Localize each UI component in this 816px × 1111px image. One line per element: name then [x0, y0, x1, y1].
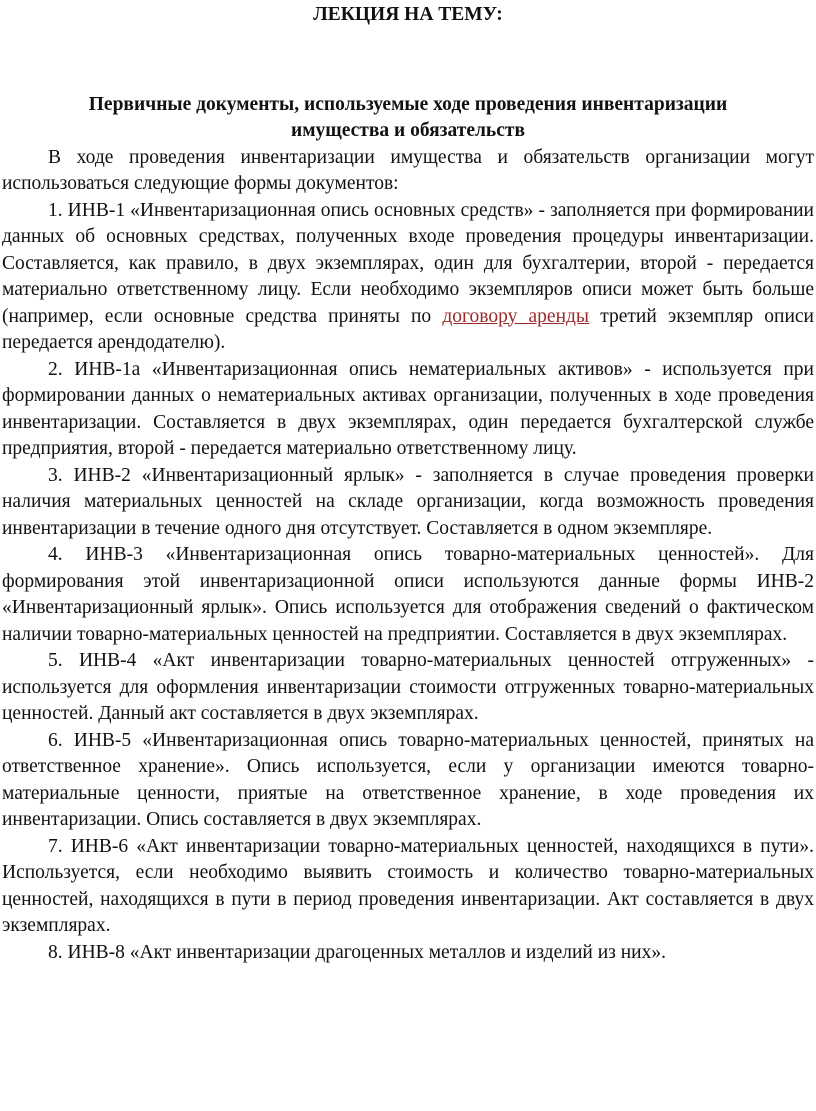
list-item-1-text-before: 1. ИНВ-1 «Инвентаризационная опись основных средств» - заполняется при формировании данных об основных средствах, полученных входе проведения процедуры инвентаризации. Составляется, как правило, в двух экземплярах, один для бухгалтерии, второй - передается материально ответственному лицу. Если необходимо экземпляров описи может быть больше (например, если основные средства приняты по: [2, 199, 814, 327]
document-title: ЛЕКЦИЯ НА ТЕМУ:: [313, 4, 503, 25]
list-item-6: 6. ИНВ-5 «Инвентаризационная опись товарно-материальных ценностей, принятых на ответственное хранение». Опись используется, если у организации имеются товарно-материальные ценности, приятые на ответственное хранение, в ходе проведения их инвентаризации. Опись составляется в двух экземплярах.: [2, 729, 814, 830]
list-item-8: 8. ИНВ-8 «Акт инвентаризации драгоценных металлов и изделий из них».: [48, 941, 666, 963]
list-item-2: 2. ИНВ-1а «Инвентаризационная опись нематериальных активов» - используется при формировании данных о нематериальных активах организации, полученных в ходе проведения инвентаризации. Составляется в двух экземплярах, один передается бухгалтерской службе предприятия, второй - передается материально ответственному лицу.: [2, 358, 814, 459]
document-subtitle: [2, 92, 814, 145]
list-item-5: 5. ИНВ-4 «Акт инвентаризации товарно-материальных ценностей отгруженных» - используется для оформления инвентаризации стоимости отгруженных товарно-материальных ценностей. Данный акт составляется в двух экземплярах.: [2, 650, 814, 724]
subtitle-line-1: Первичные документы, используемые ходе проведения инвентаризации: [88, 93, 728, 115]
list-item-1: [2, 198, 814, 357]
subtitle-line-2: имущества и обязательств: [290, 120, 526, 141]
lease-agreement-link[interactable]: договору аренды: [442, 305, 590, 327]
list-item-4: 4. ИНВ-3 «Инвентаризационная опись товарно-материальных ценностей». Для формирования этой инвентаризационной описи используются данные формы ИНВ-2 «Инвентаризационный ярлык». Опись используется для отображения сведений о фактическом наличии товарно-материальных ценностей на предприятии. Составляется в двух экземплярах.: [2, 544, 814, 645]
list-item-7: 7. ИНВ-6 «Акт инвентаризации товарно-материальных ценностей, находящихся в пути». Используется, если необходимо выявить стоимость и количество товарно-материальных ценностей, находящихся в пути в период проведения инвентаризации. Акт составляется в двух экземплярах.: [2, 835, 814, 936]
list-item-3: 3. ИНВ-2 «Инвентаризационный ярлык» - заполняется в случае проведения проверки наличия материальных ценностей на складе организации, когда возможность проведения инвентаризации в течение одного дня отсутствует. Составляется в одном экземпляре.: [2, 464, 814, 539]
list-item-1-text-after: третий экземпляр описи передается арендодателю).: [2, 305, 814, 353]
intro-paragraph: В ходе проведения инвентаризации имущества и обязательств организации могут использоваться следующие формы документов:: [2, 146, 814, 194]
